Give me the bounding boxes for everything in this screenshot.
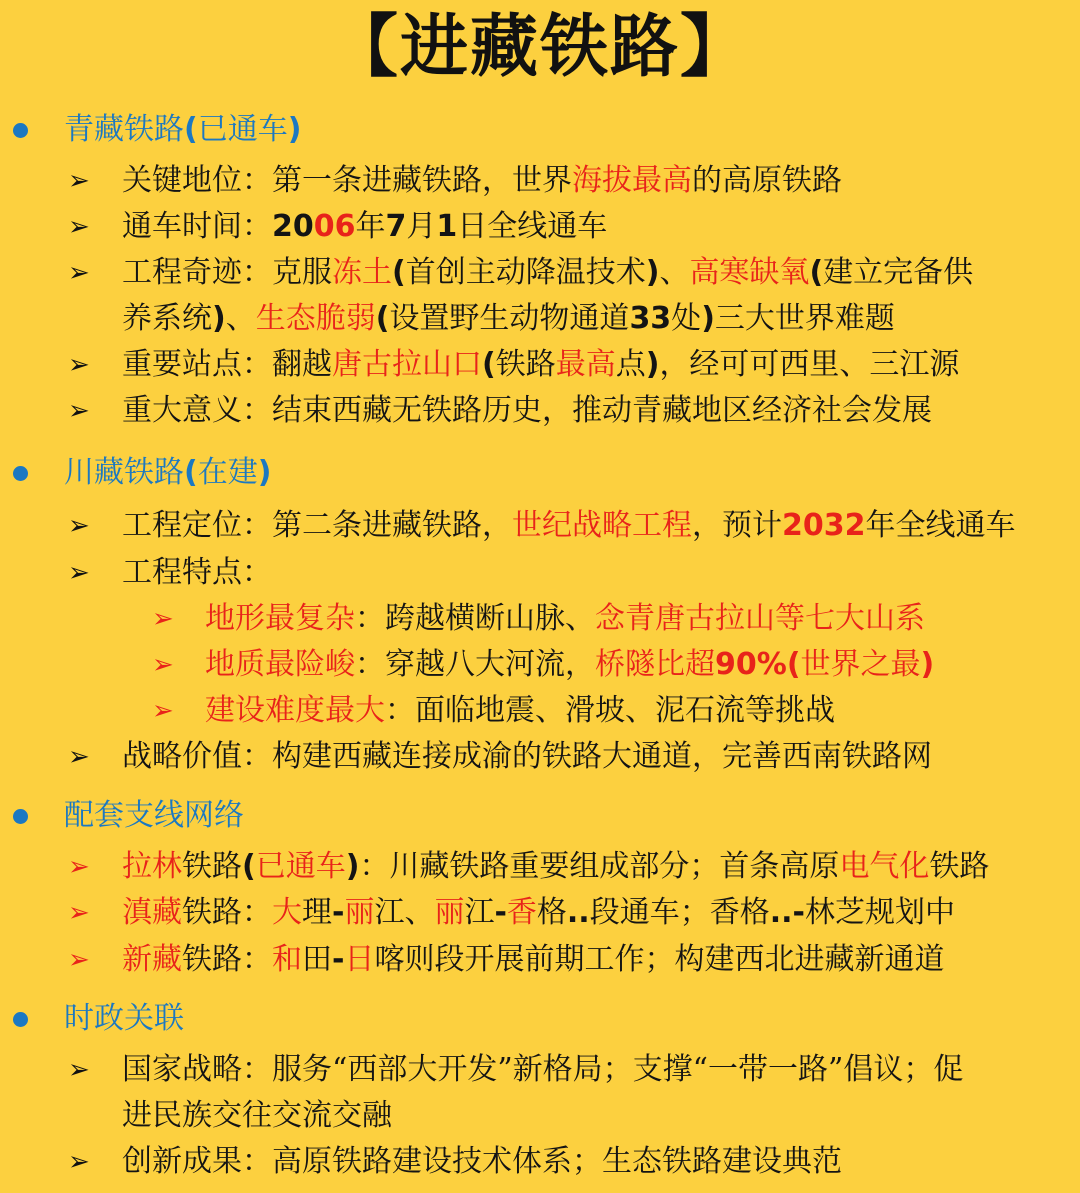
arrow-bullet-icon: ➢ [68,350,90,380]
arrow-bullet-icon: ➢ [152,696,174,726]
page-title: 【进藏铁路】 [329,8,750,87]
arrow-bullet-icon: ➢ [68,166,90,196]
blue-dot-icon [13,466,28,481]
arrow-bullet-icon: ➢ [68,742,90,772]
arrow-bullet-icon: ➢ [68,558,90,588]
list-item-continuation: 养系统)、生态脆弱(设置野生动物通道33处)三大世界难题 [122,301,895,336]
list-item-continuation: 进民族交往交流交融 [122,1098,392,1133]
arrow-bullet-icon: ➢ [68,511,90,541]
arrow-bullet-icon: ➢ [152,604,174,634]
arrow-bullet-icon: ➢ [152,650,174,680]
arrow-bullet-icon: ➢ [68,852,90,882]
arrow-bullet-icon: ➢ [68,898,90,928]
arrow-bullet-icon: ➢ [68,396,90,426]
arrow-bullet-icon: ➢ [68,1147,90,1177]
arrow-bullet-icon: ➢ [68,212,90,242]
blue-dot-icon [13,1012,28,1027]
arrow-bullet-icon: ➢ [68,945,90,975]
blue-dot-icon [13,809,28,824]
blue-dot-icon [13,123,28,138]
arrow-bullet-icon: ➢ [68,258,90,288]
arrow-bullet-icon: ➢ [68,1055,90,1085]
